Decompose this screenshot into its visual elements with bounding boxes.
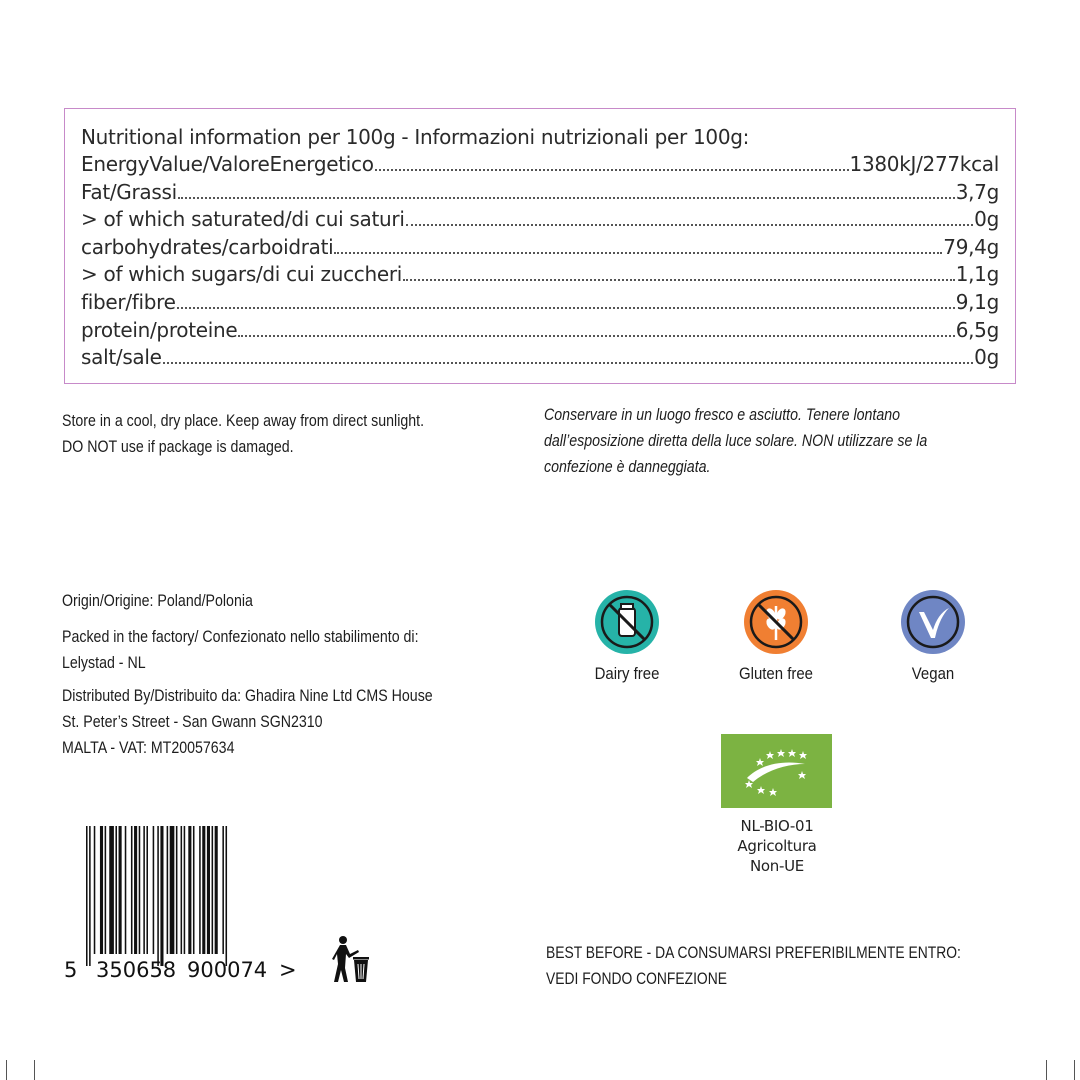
crop-mark bbox=[1074, 1060, 1075, 1080]
barcode-bar bbox=[153, 826, 155, 954]
barcode-bar bbox=[212, 826, 214, 954]
barcode-bar bbox=[143, 826, 145, 954]
barcode-bar bbox=[105, 826, 107, 954]
storage-en-line: Store in a cool, dry place. Keep away from direct sunlight. bbox=[62, 412, 425, 430]
eu-organic-leaf-icon bbox=[721, 734, 832, 808]
cert-code: NL-BIO-01 bbox=[740, 817, 814, 835]
crop-mark bbox=[34, 1060, 35, 1080]
nutrient-label: Fat/Grassi bbox=[81, 179, 177, 204]
tidyman-bin-icon bbox=[330, 934, 370, 984]
nutrient-label: > of which saturated/di cui saturi bbox=[81, 207, 405, 232]
nutrition-row bbox=[81, 206, 999, 234]
nutrition-row bbox=[81, 234, 999, 262]
distributor-line: Distributed By/Distribuito da: Ghadira Nine Ltd CMS House bbox=[62, 687, 433, 705]
nutrient-value: 1380kJ/277kcal bbox=[849, 152, 999, 176]
packed-text bbox=[62, 624, 526, 676]
barcode-bar bbox=[94, 826, 96, 954]
barcode-bar bbox=[134, 826, 137, 954]
best-before-line: BEST BEFORE - DA CONSUMARSI PREFERIBILMENTE ENTRO: bbox=[546, 944, 961, 962]
nutrient-label: carbohydrates/carboidrati bbox=[81, 234, 334, 259]
nutrition-title: Nutritional information per 100g - Informazioni nutrizionali per 100g: bbox=[81, 125, 750, 149]
barcode-group-left: 350658 bbox=[96, 958, 177, 982]
barcode-bar bbox=[160, 826, 163, 966]
distributor-text bbox=[62, 683, 526, 761]
nutrient-value: 1,1g bbox=[955, 262, 999, 287]
nutrition-row bbox=[81, 261, 999, 289]
dot-leader bbox=[163, 348, 974, 364]
barcode-bar bbox=[167, 826, 169, 954]
dot-leader bbox=[177, 293, 955, 309]
barcode-bar bbox=[184, 826, 186, 954]
nutrient-value: 79,4g bbox=[943, 234, 999, 259]
distributor-line: MALTA - VAT: MT20057634 bbox=[62, 739, 235, 757]
dot-leader bbox=[406, 210, 974, 226]
nutrient-value: 9,1g bbox=[955, 289, 999, 314]
barcode-bar bbox=[215, 826, 218, 954]
nutrition-row bbox=[81, 151, 999, 179]
storage-text-en bbox=[62, 408, 492, 460]
nutrient-value: 0g bbox=[974, 345, 999, 370]
barcode-group-right: 900074 bbox=[187, 958, 268, 982]
barcode-bar bbox=[207, 826, 210, 954]
storage-en-line: DO NOT use if package is damaged. bbox=[62, 438, 294, 456]
barcode-bar bbox=[176, 826, 178, 954]
barcode-bar bbox=[222, 826, 224, 954]
barcode-bar bbox=[119, 826, 122, 954]
cert-line: Non-UE bbox=[750, 857, 804, 875]
badge-label: Vegan bbox=[911, 664, 955, 683]
distributor-line: St. Peter’s Street - San Gwann SGN2310 bbox=[62, 713, 323, 731]
badge-dairy-free bbox=[577, 590, 677, 684]
dot-leader bbox=[403, 265, 955, 281]
nutrient-label: protein/proteine bbox=[81, 317, 238, 342]
gluten-free-icon bbox=[744, 590, 808, 654]
crop-mark bbox=[6, 1060, 7, 1080]
barcode-bar bbox=[146, 826, 148, 954]
dot-leader bbox=[238, 321, 954, 337]
nutrient-value: 6,5g bbox=[955, 317, 999, 342]
dot-leader bbox=[178, 183, 955, 199]
storage-it-line: dall’esposizione diretta della luce solare. NON utilizzare se la bbox=[544, 432, 928, 450]
nutrition-row bbox=[81, 344, 999, 372]
barcode-bar bbox=[181, 826, 183, 954]
dot-leader bbox=[334, 238, 942, 254]
best-before-line: VEDI FONDO CONFEZIONE bbox=[546, 970, 727, 988]
barcode-bar bbox=[199, 826, 201, 954]
packed-line: Lelystad - NL bbox=[62, 654, 146, 672]
crop-mark bbox=[1046, 1060, 1047, 1080]
badge-label: Gluten free bbox=[738, 664, 814, 683]
nutrition-row bbox=[81, 289, 999, 317]
nutrient-label: EnergyValue/ValoreEnergetico bbox=[81, 152, 374, 176]
storage-it-line: confezione è danneggiata. bbox=[544, 458, 711, 476]
organic-certification bbox=[702, 816, 852, 876]
nutrient-value: 0g bbox=[974, 207, 999, 232]
nutrient-value: 3,7g bbox=[955, 179, 999, 204]
badge-label: Dairy free bbox=[594, 664, 660, 683]
storage-it-line: Conservare in un luogo fresco e asciutto. Tenere lontano bbox=[544, 406, 901, 424]
nutrition-row bbox=[81, 179, 999, 207]
barcode-bar bbox=[86, 826, 88, 966]
barcode-bar bbox=[202, 826, 205, 954]
storage-text-it bbox=[544, 402, 974, 480]
barcode-bar bbox=[226, 826, 228, 966]
nutrient-label: fiber/fibre bbox=[81, 289, 176, 314]
cert-line: Agricoltura bbox=[737, 837, 817, 855]
barcode-bar bbox=[125, 826, 127, 954]
nutrition-rows bbox=[81, 151, 999, 372]
barcode-bar bbox=[139, 826, 141, 954]
barcode bbox=[86, 826, 278, 966]
barcode-bar bbox=[109, 826, 114, 954]
barcode-bar bbox=[131, 826, 133, 954]
badge-vegan bbox=[883, 590, 983, 684]
barcode-bar bbox=[89, 826, 91, 966]
nutrient-label: salt/sale bbox=[81, 345, 162, 370]
barcode-bar bbox=[157, 826, 159, 966]
barcode-bar bbox=[100, 826, 103, 954]
barcode-first-digit: 5 bbox=[64, 958, 78, 982]
barcode-end-mark: > bbox=[279, 958, 297, 982]
dot-leader bbox=[375, 155, 849, 171]
barcode-bar bbox=[193, 826, 195, 954]
nutrition-row bbox=[81, 317, 999, 345]
dairy-free-icon bbox=[595, 590, 659, 654]
nutrient-label: > of which sugars/di cui zuccheri bbox=[81, 262, 403, 287]
badge-gluten-free bbox=[726, 590, 826, 684]
packed-line: Packed in the factory/ Confezionato nello stabilimento di: bbox=[62, 628, 419, 646]
barcode-bar bbox=[188, 826, 191, 954]
barcode-bar bbox=[115, 826, 117, 954]
nutrition-table bbox=[64, 108, 1016, 384]
origin-text: Origin/Origine: Poland/Polonia bbox=[62, 592, 253, 610]
vegan-icon bbox=[901, 590, 965, 654]
barcode-bar bbox=[170, 826, 175, 954]
best-before-text bbox=[546, 940, 1016, 992]
